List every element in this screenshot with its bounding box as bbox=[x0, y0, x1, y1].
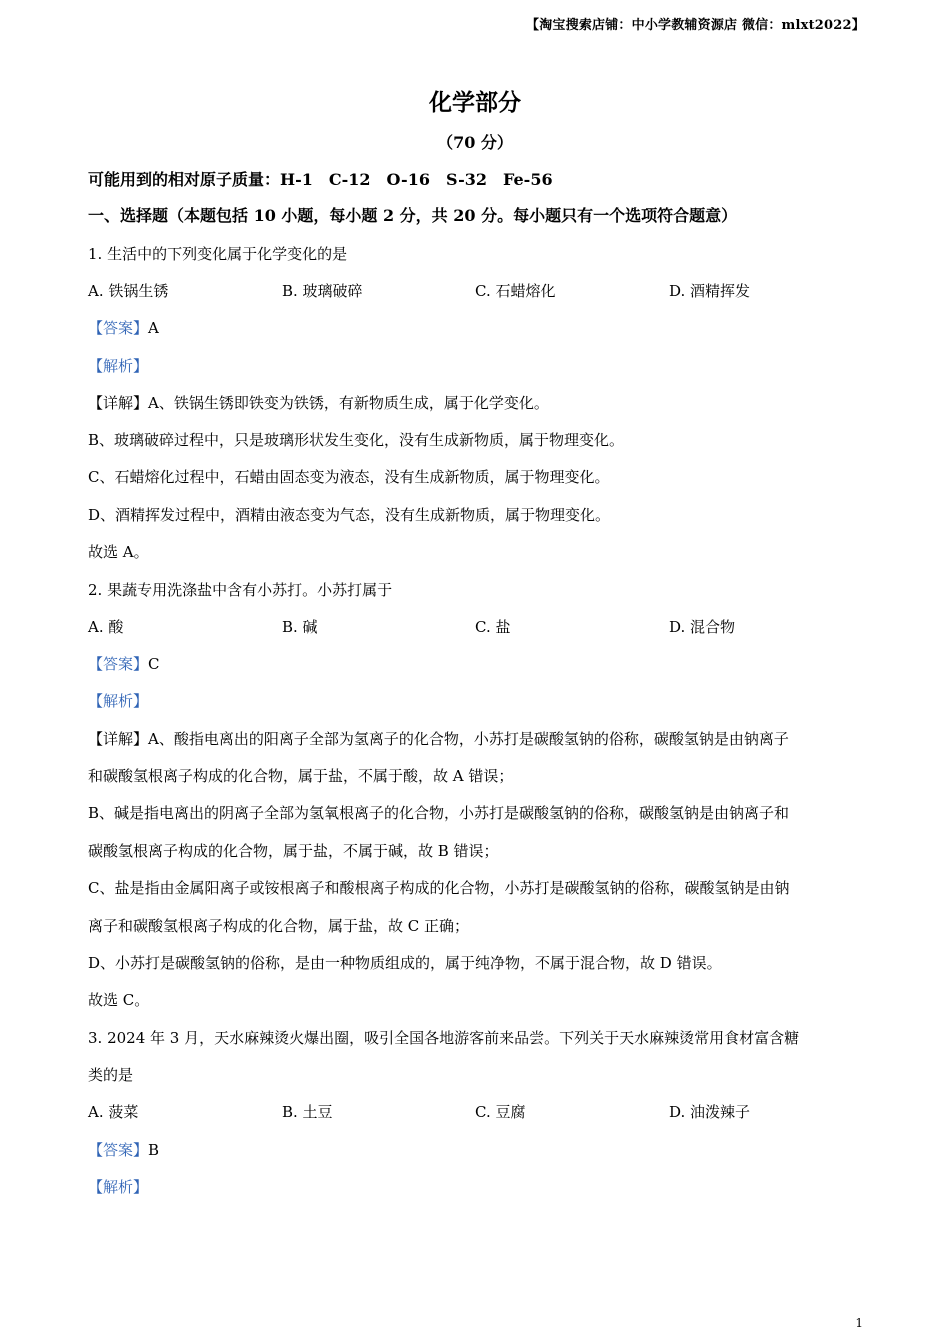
q2-detail-line: 碳酸氢根离子构成的化合物，属于盐，不属于碱，故 B 错误； bbox=[88, 842, 499, 860]
q2-detail-line: C、盐是指由金属阳离子或铵根离子和酸根离子构成的化合物，小苏打是碳酸氢钠的俗称，碳酸氢钠是由钠 bbox=[88, 879, 790, 897]
answer-value: B bbox=[148, 1141, 160, 1159]
q3-stem: 3. 2024 年 3 月，天水麻辣烫火爆出圈，吸引全国各地游客前来品尝。下列关于天水麻辣烫常用食材富含糖 bbox=[88, 1029, 800, 1047]
q2-option-d: D. 混合物 bbox=[669, 618, 736, 636]
q3-option-d: D. 油泼辣子 bbox=[669, 1103, 751, 1121]
q2-detail-line bbox=[88, 729, 878, 749]
q2-detail-line: 和碳酸氢根离子构成的化合物，属于盐，不属于酸，故 A 错误； bbox=[88, 767, 514, 785]
analysis-label: 【解析】 bbox=[88, 357, 149, 375]
q2-detail-line: 离子和碳酸氢根离子构成的化合物，属于盐，故 C 正确； bbox=[88, 917, 470, 935]
q1-analysis bbox=[88, 356, 878, 376]
answer-label: 【答案】 bbox=[88, 319, 149, 337]
answer-label: 【答案】 bbox=[88, 655, 149, 673]
q3-option-b: B. 土豆 bbox=[282, 1103, 333, 1121]
shop-header: 【淘宝搜索店铺：中小学教辅资源店 微信：mlxt2022】 bbox=[526, 18, 865, 33]
q2-option-a: A. 酸 bbox=[88, 618, 124, 636]
detail-text: A、酸指电离出的阳离子全部为氢离子的化合物，小苏打是碳酸氢钠的俗称，碳酸氢钠是由钠离子 bbox=[148, 730, 789, 748]
q3-option-c: C. 豆腐 bbox=[475, 1103, 526, 1121]
answer-label: 【答案】 bbox=[88, 1141, 149, 1159]
q2-conclusion: 故选 C。 bbox=[88, 991, 150, 1009]
q3-option-a: A. 菠菜 bbox=[88, 1103, 139, 1121]
q2-stem: 2. 果蔬专用洗涤盐中含有小苏打。小苏打属于 bbox=[88, 581, 393, 599]
page-number: 1 bbox=[855, 1316, 863, 1330]
q1-option-c: C. 石蜡熔化 bbox=[475, 282, 556, 300]
q1-option-b: B. 玻璃破碎 bbox=[282, 282, 363, 300]
q2-answer bbox=[88, 654, 878, 674]
detail-text: A、铁锅生锈即铁变为铁锈，有新物质生成，属于化学变化。 bbox=[148, 394, 549, 412]
q1-detail-line: D、酒精挥发过程中，酒精由液态变为气态，没有生成新物质，属于物理变化。 bbox=[88, 506, 611, 524]
detail-label: 【详解】 bbox=[88, 730, 149, 748]
answer-value: C bbox=[148, 655, 160, 673]
detail-label: 【详解】 bbox=[88, 394, 149, 412]
q1-detail-line: B、玻璃破碎过程中，只是玻璃形状发生变化，没有生成新物质，属于物理变化。 bbox=[88, 431, 625, 449]
atomic-masses: 可能用到的相对原子质量：H-1 C-12 O-16 S-32 Fe-56 bbox=[88, 170, 553, 189]
q1-detail-line bbox=[88, 393, 878, 413]
answer-value: A bbox=[148, 319, 159, 337]
q1-conclusion: 故选 A。 bbox=[88, 543, 149, 561]
q2-option-c: C. 盐 bbox=[475, 618, 511, 636]
page-title: 化学部分 bbox=[429, 89, 521, 116]
q1-option-d: D. 酒精挥发 bbox=[669, 282, 751, 300]
q3-stem-continued: 类的是 bbox=[88, 1066, 134, 1084]
score-subtitle: （70 分） bbox=[437, 133, 513, 152]
q2-detail-line: B、碱是指电离出的阴离子全部为氢氧根离子的化合物，小苏打是碳酸氢钠的俗称，碳酸氢钠是由钠离子和 bbox=[88, 804, 790, 822]
q2-analysis bbox=[88, 691, 878, 711]
q3-analysis bbox=[88, 1177, 878, 1197]
q3-answer bbox=[88, 1140, 878, 1160]
analysis-label: 【解析】 bbox=[88, 692, 149, 710]
q1-option-a: A. 铁锅生锈 bbox=[88, 282, 169, 300]
section-heading: 一、选择题（本题包括 10 小题，每小题 2 分，共 20 分。每小题只有一个选项符合题意） bbox=[88, 206, 738, 225]
q1-answer bbox=[88, 318, 878, 338]
q2-detail-line: D、小苏打是碳酸氢钠的俗称，是由一种物质组成的，属于纯净物，不属于混合物，故 D 错误。 bbox=[88, 954, 722, 972]
q1-stem: 1. 生活中的下列变化属于化学变化的是 bbox=[88, 245, 348, 263]
q1-detail-line: C、石蜡熔化过程中，石蜡由固态变为液态，没有生成新物质，属于物理变化。 bbox=[88, 468, 610, 486]
analysis-label: 【解析】 bbox=[88, 1178, 149, 1196]
q2-option-b: B. 碱 bbox=[282, 618, 318, 636]
